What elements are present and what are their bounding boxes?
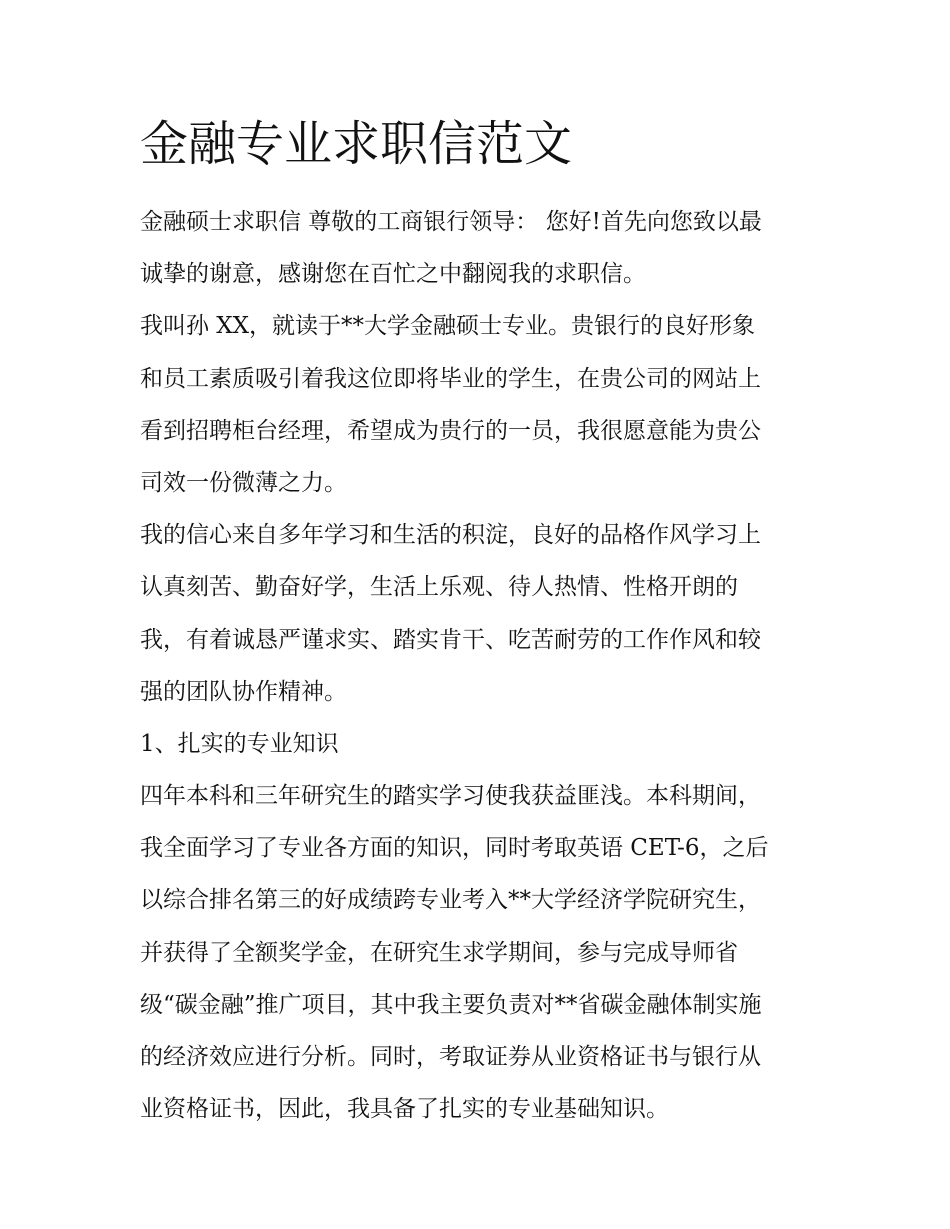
paragraph-greeting: [140, 196, 820, 300]
document-title: 金融专业求职信范文: [140, 116, 573, 172]
text-line: 以综合排名第三的好成绩跨专业考入**大学经济学院研究生，: [140, 887, 761, 914]
text-line: 我叫孙 XX，就读于**大学金融硕士专业。贵银行的良好形象: [140, 313, 756, 340]
text-line: 业资格证书，因此，我具备了扎实的专业基础知识。: [140, 1096, 669, 1123]
text-line: 并获得了全额奖学金，在研究生求学期间，参与完成导师省: [140, 939, 738, 966]
text-line: 我的信心来自多年学习和生活的积淀，良好的品格作风学习上: [140, 522, 761, 549]
document-body: [140, 196, 820, 1135]
text-line: 看到招聘柜台经理，希望成为贵行的一员，我很愿意能为贵公: [140, 417, 761, 444]
text-line: 诚挚的谢意，感谢您在百忙之中翻阅我的求职信。: [140, 261, 646, 288]
section-heading-text: 1、扎实的专业知识: [140, 730, 339, 757]
text-line: 和员工素质吸引着我这位即将毕业的学生，在贵公司的网站上: [140, 365, 761, 392]
text-line: 强的团队协作精神。: [140, 678, 347, 705]
text-line: 我，有着诚恳严谨求实、踏实肯干、吃苦耐劳的工作作风和较: [140, 626, 761, 653]
paragraph-introduction: [140, 300, 820, 509]
text-line: 司效一份微薄之力。: [140, 469, 347, 496]
text-line: 的经济效应进行分析。同时，考取证券从业资格证书与银行从: [140, 1044, 761, 1070]
text-line: 我全面学习了专业各方面的知识，同时考取英语 CET-6，之后: [140, 835, 769, 862]
text-line: 金融硕士求职信 尊敬的工商银行领导： 您好!首先向您致以最: [140, 209, 762, 235]
text-line: 认真刻苦、勤奋好学，生活上乐观、待人热情、性格开朗的: [140, 574, 738, 601]
section-heading: [140, 718, 820, 770]
text-line: 级“碳金融”推广项目，其中我主要负责对**省碳金融体制实施: [140, 991, 762, 1018]
paragraph-confidence: [140, 509, 820, 718]
paragraph-knowledge: [140, 770, 820, 1135]
text-line: 四年本科和三年研究生的踏实学习使我获益匪浅。本科期间，: [140, 783, 761, 810]
